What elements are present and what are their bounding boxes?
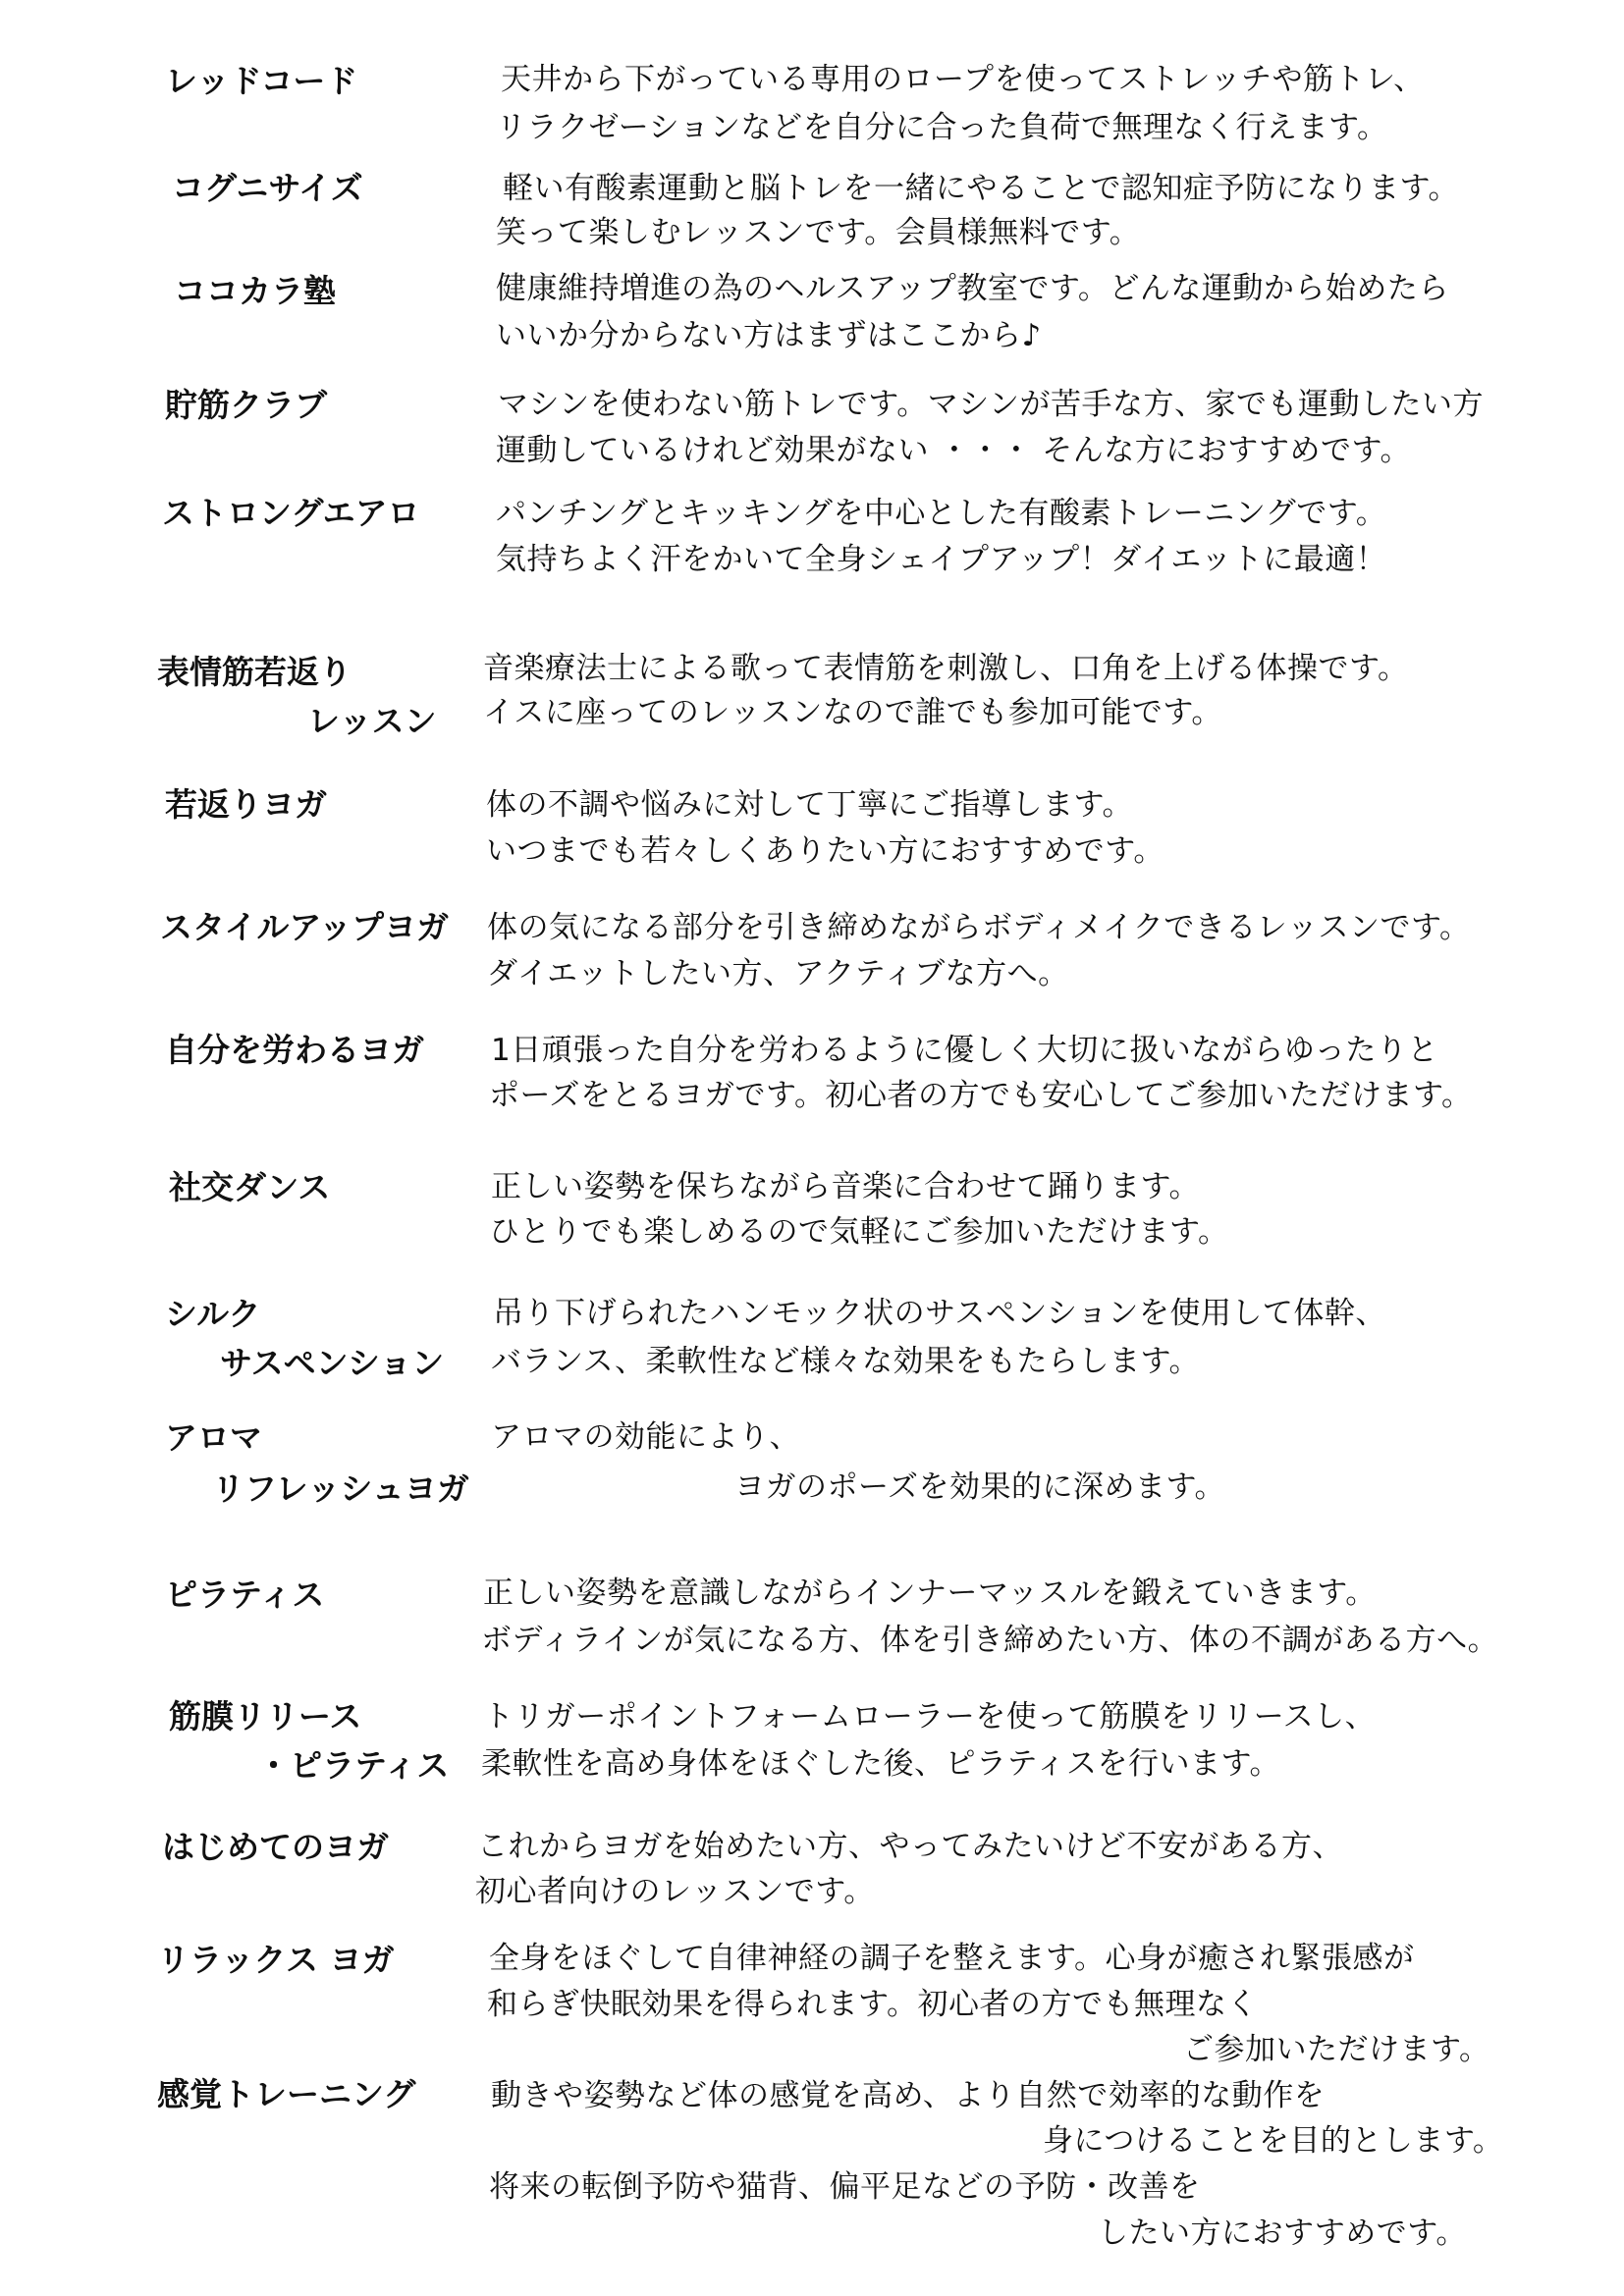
- class-description-line: ポーズをとるヨガです。初心者の方でも安心してご参加いただけます。: [489, 1078, 1473, 1113]
- class-description-line: 健康維持増進の為のヘルスアップ教室です。どんな運動から始めたら: [496, 271, 1449, 306]
- class-description-line: これからヨガを始めたい方、やってみたいけど不安がある方、: [477, 1829, 1343, 1864]
- class-description-line: バランス、柔軟性など様々な効果をもたらします。: [491, 1344, 1201, 1379]
- class-description-line: 体の不調や悩みに対して丁寧にご指導します。: [486, 787, 1134, 823]
- class-description-line: 和らぎ快眠効果を得られます。初心者の方でも無理なく: [487, 1987, 1259, 2022]
- class-description-line: 動きや姿勢など体の感覚を高め、より自然で効率的な動作を: [491, 2078, 1326, 2113]
- class-description-line: 笑って楽しむレッスンです。会員様無料です。: [496, 215, 1141, 250]
- class-name-line-2: リフレッシュヨガ: [212, 1469, 469, 1508]
- class-name: シルク: [165, 1295, 261, 1333]
- class-description-line: したい方におすすめです。: [1098, 2216, 1467, 2251]
- class-description-line: トリガーポイントフォームローラーを使って筋膜をリリースし、: [483, 1699, 1377, 1735]
- class-description-line: 天井から下がっている専用のロープを使ってストレッチや筋トレ、: [501, 62, 1425, 97]
- class-name: コグニサイズ: [172, 169, 363, 207]
- class-description-line: 全身をほぐして自律神経の調子を整えます。心身が癒され緊張感が: [489, 1941, 1415, 1976]
- class-name: 筋膜リリース: [169, 1697, 362, 1735]
- class-name: 自分を労わるヨガ: [165, 1031, 424, 1069]
- class-name: 感覚トレーニング: [157, 2075, 416, 2113]
- class-description-line: いいか分からない方はまずはここから♪: [496, 318, 1042, 353]
- class-description-line: イスに座ってのレッスンなので誰でも参加可能です。: [483, 695, 1222, 730]
- class-description-line: 気持ちよく汗をかいて全身シェイプアップ！ダイエットに最適！: [496, 542, 1387, 577]
- class-description-line: パンチングとキッキングを中心とした有酸素トレーニングです。: [496, 496, 1387, 531]
- class-name: 若返りヨガ: [165, 785, 327, 824]
- class-description-line: リラクゼーションなどを自分に合った負荷で無理なく行えます。: [496, 110, 1388, 145]
- class-name: スタイルアップヨガ: [160, 908, 450, 946]
- class-description-line: ダイエットしたい方、アクティブな方へ。: [487, 956, 1069, 991]
- class-description-line: マシンを使わない筋トレです。マシンが苦手な方、家でも運動したい方: [498, 387, 1484, 422]
- class-description-line: ご参加いただけます。: [1183, 2032, 1490, 2067]
- class-name: ストロングエアロ: [162, 494, 420, 532]
- class-name: リラックス ヨガ: [157, 1941, 395, 1979]
- class-description-line: 軽い有酸素運動と脳トレを一緒にやることで認知症予防になります。: [503, 171, 1460, 206]
- class-description-line: 吊り下げられたハンモック状のサスペンションを使用して体幹、: [493, 1296, 1386, 1331]
- class-description-line: いつまでも若々しくありたい方におすすめです。: [486, 833, 1164, 869]
- class-description-line: ボディラインが気になる方、体を引き締めたい方、体の不調がある方へ。: [481, 1623, 1499, 1658]
- class-name: 表情筋若返り: [157, 653, 352, 691]
- class-name: 社交ダンス: [169, 1168, 331, 1206]
- class-name: 貯筋クラブ: [165, 386, 327, 424]
- class-name: レッドコード: [165, 62, 358, 100]
- class-description-line: ひとりでも楽しめるので気軽にご参加いただけます。: [489, 1214, 1229, 1250]
- class-description-line: 正しい姿勢を意識しながらインナーマッスルを鍛えていきます。: [483, 1575, 1377, 1611]
- class-description-line: 将来の転倒予防や猫背、偏平足などの予防・改善を: [489, 2169, 1201, 2205]
- class-description-line: 初心者向けのレッスンです。: [475, 1874, 875, 1909]
- class-name: ピラティス: [165, 1575, 325, 1614]
- class-description-line: 音楽療法士による歌って表情筋を刺激し、口角を上げる体操です。: [483, 651, 1409, 686]
- class-name: アロマ: [165, 1418, 262, 1457]
- class-name-line-2: レッスン: [307, 702, 437, 740]
- class-name-line-2: サスペンション: [220, 1344, 445, 1382]
- class-description-line: 正しい姿勢を保ちながら音楽に合わせて踊ります。: [491, 1169, 1201, 1204]
- class-name: はじめてのヨガ: [162, 1828, 389, 1866]
- class-description-line: 柔軟性を高め身体をほぐした後、ピラティスを行います。: [481, 1746, 1281, 1782]
- class-description-line: 1日頑張った自分を労わるように優しく大切に扱いながらゆったりと: [491, 1033, 1438, 1068]
- class-name-line-2: ・ピラティス: [257, 1746, 450, 1785]
- class-name: ココカラ塾: [174, 272, 336, 310]
- class-description-line: ヨガのポーズを効果的に深めます。: [734, 1469, 1225, 1505]
- class-description-line: 体の気になる部分を引き締めながらボディメイクできるレッスンです。: [487, 910, 1471, 945]
- class-description-line: 身につけることを目的とします。: [1043, 2123, 1504, 2159]
- class-description-line: アロマの効能により、: [491, 1419, 800, 1455]
- class-description-line: 運動しているけれど効果がない ・・・ そんな方におすすめです。: [496, 433, 1412, 468]
